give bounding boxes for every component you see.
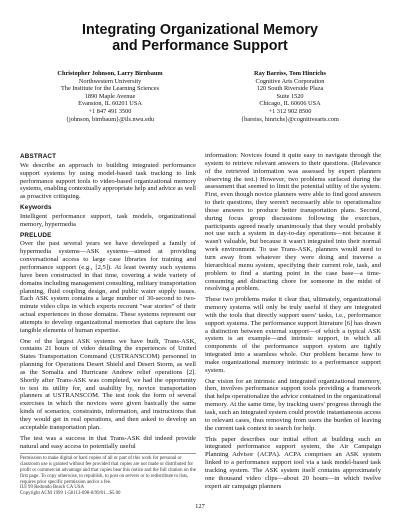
email-line: {bareiss, hinrichs}@cognitivearts.com [241,115,339,123]
abstract-heading: ABSTRACT [20,153,57,160]
affiliation-line: Cognitive Arts Corporation [255,77,325,85]
address-line: Evanston, IL 60201 USA [78,100,142,108]
copyright-line: Copyright ACM 1999 1-58113-098-8/99/01...$5.00 [20,491,121,497]
address-line: Chicago, IL 60606 USA [259,100,321,108]
page-number: 127 [195,503,205,510]
body-paragraph: These two problems make it clear that, ultimately, organizational memory systems will only be truly useful if they are integrated with the tools that directly support users' tasks, i.e., performance support systems. The performance support literature [6] has drawn a distinction between external support—of which a typical ASK system is an example—and intrinsic support, in which all components of the performance support system are tightly integrated into a seamless whole. Our problem became how to make organizational memory intrinsic to a performance support system. [205,296,381,374]
author-names: Christopher Johnson, Larry Birnbaum [57,70,163,77]
conference-line: IUI 99 Redondo Beach CA USA [20,485,84,491]
address-line: 120 South Riverside Plaza [256,85,324,93]
email-line: {johnson, birnbaum}@ils.nwu.edu [65,115,155,123]
affiliation-line: The Institute for the Learning Sciences [60,85,160,93]
title-line-2: and Performance Support [112,38,288,54]
affiliation-line: Northwestern University [78,77,142,85]
address-line: Suite 1520 [276,92,304,100]
phone-line: +1 847 491 3500 [88,107,132,115]
author-names: Ray Bareiss, Tom Hinrichs [254,70,326,77]
right-column [205,152,381,493]
body-paragraph: One of the largest ASK systems we have built, Trans-ASK, contains 21 hours of video detailing the experiences of United States Transportation Command (USTRANSCOM) personnel in planning for Operations Desert Shield and Desert Storm, as well as the Somalia and Hurricane Andrew relief operations [2]. Shortly after Trans-ASK was completed, we had the opportunity to test its utility for, and usability by, novice transportation planners at USTRANSCOM. The test took the form of several exercises in which the novices were given basically the same kinds of scenarios, constraints, information, and instructions that they would get in real operations, and then asked to develop an acceptable transportation plan. [20,337,196,431]
keywords-heading: Keywords [20,204,52,212]
paper-title [0,22,400,54]
author-section [20,70,380,123]
title-line-1: Integrating Organizational Memory [82,22,318,38]
prelude-heading: PRELUDE [20,231,52,239]
abstract-text: We describe an approach to building integrated performance support systems by using model-based task tracking to link performance support tools to video-based organizational memory systems, enabling contextually appropriate help and advice as well as proactive critiquing. [20,161,196,201]
body-paragraph: This paper describes our initial effort at building such an integrated performance support system, the Air Campaign Planning Advisor (ACPA). ACPA comprises an ASK system linked to a performance support tool via a task model-based task tracking system. The ASK system itself contains approximately one thousand video clips—about 20 hours—in which twelve expert air campaign planners [205,435,381,490]
keywords-text: Intelligent performance support, task models, organizational memory, hypermedia [20,212,196,228]
phone-line: +1 312 902 8500 [268,107,312,115]
left-column [20,150,196,497]
address-line: 1890 Maple Avenue [84,92,136,100]
author-block-left [20,70,200,123]
body-paragraph: Over the past several years we have developed a family of hypermedia systems—ASK systems—aimed at providing conversational access to large case libraries for training and performance support (e.g., [2,5]). At least twenty such systems have been constructed in that time, covering a wide variety of domains including management consulting, military transportation planning, fluid coupling design, and public water supply issues. Each ASK system contains a large number of 30-second to two-minute video clips in which experts recount "war stories" of their actual experiences in those domains. These systems represent our attempts to develop organizational memories that capture the less tangible elements of human expertise. [20,240,196,334]
author-block-right [200,70,380,123]
copyright-notice [20,453,196,497]
permission-text: Permission to make digital or hard copies of all or part of this work for personal or classroom use is granted without fee provided that copies are not made or distributed for profit or commercial advantage and that copies bear this notice and the full citation on the first page. To copy otherwise, to republish, to post on servers or to redistribute to lists, requires prior specific permission and/or a fee. [20,456,196,485]
body-paragraph: Our vision for an intrinsic and integrated organizational memory, then, involves performance support tools providing a framework that helps operationalize the advice contained in the organizational memory. At the same time, by tracking users' progress through the task, such an integrated system could provide instantaneous access to relevant cases, thus removing from users the burden of leaving the current task context to search for help. [205,377,382,432]
body-paragraph: information: Novices found it quite easy to navigate through the system to retrieve relevant answers to their questions. (Relevance of the retrieved information was assessed by expert planners observing the test.) However, two problems surfaced during the assessment that seemed to limit the potential utility of the system. First, even though novice planners were able to find good answers to their questions, they weren't necessarily able to operationalize those answers to produce better transportation plans. Second, during focus group discussions following the exercises, participants agreed nearly unanimously that they would probably not use such a system in day-to-day operations—not because it wasn't valuable, but because it wasn't integrated into their normal work environment. To use Trans-ASK, planners would need to turn away from whatever they were doing and traverse a hierarchical menu system, specifying their current role, task, and problem to find a starting point in the case base—a time-consuming and distracting chore for someone in the midst of resolving a problem. [205,152,381,293]
body-paragraph: The test was a success in that Trans-ASK did indeed provide natural and easy access to potentially useful [20,434,196,450]
